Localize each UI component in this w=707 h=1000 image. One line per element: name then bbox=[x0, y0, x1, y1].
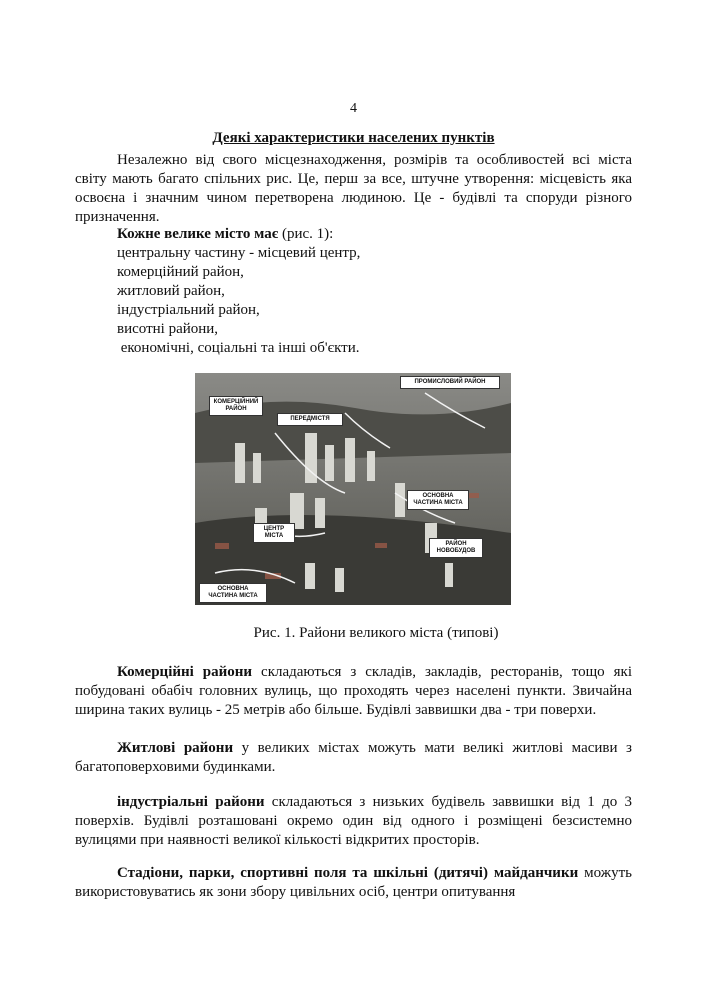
section-title: Деякі характеристики населених пунктів bbox=[212, 130, 495, 146]
label-industrial: ПРОМИСЛОВИЙ РАЙОН bbox=[400, 376, 500, 389]
label-new-buildings: РАЙОН НОВОБУДОВ bbox=[429, 538, 483, 558]
city-parts-list bbox=[117, 226, 361, 358]
paragraph-commercial bbox=[75, 663, 632, 720]
term-commercial: Комерційні райони bbox=[117, 664, 253, 680]
paragraph-stadiums bbox=[75, 864, 632, 902]
list-item: комерційний район, bbox=[117, 264, 244, 280]
paragraph-industrial bbox=[75, 793, 632, 850]
term-stadiums: Стадіони, парки, спортивні поля та шкільні (дитячі) майданчики bbox=[117, 865, 579, 881]
list-lead-ref: (рис. 1): bbox=[278, 226, 334, 242]
label-suburb: ПЕРЕДМІСТЯ bbox=[277, 413, 343, 426]
term-industrial: індустріальні райони bbox=[117, 794, 265, 810]
paragraph-commercial-text: складаються з складів, закладів, ресторанів, тощо які побудовані обабіч головних вулиць, що проходять через населені пункти. Звичайна ширина таких вулиць - 25 метрів або більше. Будівлі заввишки два - три поверхи. bbox=[75, 664, 633, 718]
paragraph-industrial-text: складаються з низьких будівель заввишки від 1 до 3 поверхів. Будівлі розташовані окремо один від одного і розміщені безсистемно вулицями при наявності великої кількості відкритих просторів. bbox=[75, 794, 632, 848]
paragraph-residential-text: у великих містах можуть мати великі житлові масиви з багатоповерховими будинками. bbox=[75, 740, 632, 775]
page-number: 4 bbox=[350, 101, 357, 116]
label-center: ЦЕНТР МІСТА bbox=[253, 523, 295, 543]
list-item: економічні, соціальні та інші об'єкти. bbox=[117, 340, 360, 356]
label-commercial: КОМЕРЦІЙНИЙ РАЙОН bbox=[209, 396, 263, 416]
list-lead-bold: Кожне велике місто має bbox=[117, 226, 279, 242]
list-lead bbox=[117, 225, 360, 244]
figure-caption: Рис. 1. Райони великого міста (типові) bbox=[253, 625, 499, 641]
label-main-part-bottom: ОСНОВНА ЧАСТИНА МІСТА bbox=[199, 583, 267, 603]
list-item: індустріальний район, bbox=[117, 302, 260, 318]
city-districts-figure bbox=[195, 373, 511, 605]
intro-paragraph: Незалежно від свого місцезнаходження, розмірів та особливостей всі міста світу мають багато спільних рис. Це, перш за все, штучне утворення: місцевість яка освоєна і значним чином перетворена людиною. Це - будівлі та споруди різного призначення. bbox=[75, 152, 632, 225]
list-item: житловий район, bbox=[117, 283, 225, 299]
list-item: висотні райони, bbox=[117, 321, 219, 337]
paragraph-residential bbox=[75, 739, 632, 777]
list-item: центральну частину - місцевий центр, bbox=[117, 245, 361, 261]
label-main-part: ОСНОВНА ЧАСТИНА МІСТА bbox=[407, 490, 469, 510]
term-residential: Житлові райони bbox=[117, 740, 234, 756]
paragraph-stadiums-text: можуть використовуватись як зони збору цивільних осіб, центри опитування bbox=[75, 865, 632, 900]
